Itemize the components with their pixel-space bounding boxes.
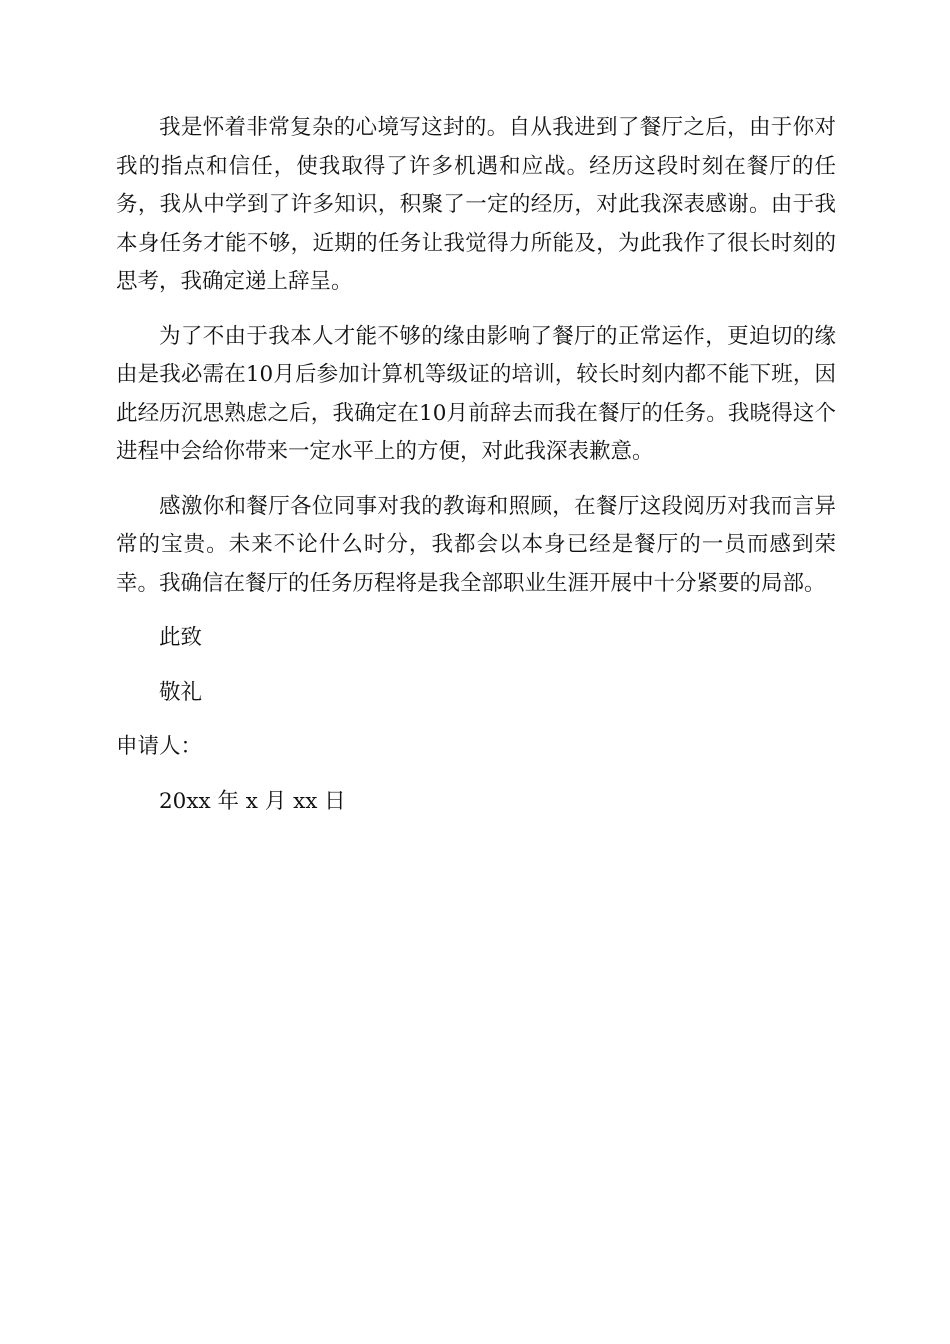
letter-paragraph-3: 感激你和餐厅各位同事对我的教诲和照顾，在餐厅这段阅历对我而言异常的宝贵。未来不论什么时分，我都会以本身已经是餐厅的一员而感到荣幸。我确信在餐厅的任务历程将是我全部职业生涯开展中十分紧要的局部。 xyxy=(116,493,836,596)
closing-regards: 敬礼 xyxy=(159,679,203,705)
letter-paragraph-1: 我是怀着非常复杂的心境写这封的。自从我进到了餐厅之后，由于你对我的指点和信任，使我取得了许多机遇和应战。经历这段时刻在餐厅的任务，我从中学到了许多知识，积聚了一定的经历，对此我深表感谢。由于我本身任务才能不够，近期的任务让我觉得力所能及，为此我作了很长时刻的思考，我确定递上辞呈。 xyxy=(116,115,836,294)
letter-body xyxy=(116,109,836,837)
letter-date: 20xx 年 x 月 xx 日 xyxy=(159,788,346,814)
closing-salutation: 此致 xyxy=(159,625,203,650)
applicant-label: 申请人： xyxy=(116,734,203,759)
letter-paragraph-2: 为了不由于我本人才能不够的缘由影响了餐厅的正常运作，更迫切的缘由是我必需在10月后参加计算机等级证的培训，较长时刻内都不能下班，因此经历沉思熟虑之后，我确定在10月前辞去而我在餐厅的任务。我晓得这个进程中会给你带来一定水平上的方便，对此我深表歉意。 xyxy=(116,323,836,464)
